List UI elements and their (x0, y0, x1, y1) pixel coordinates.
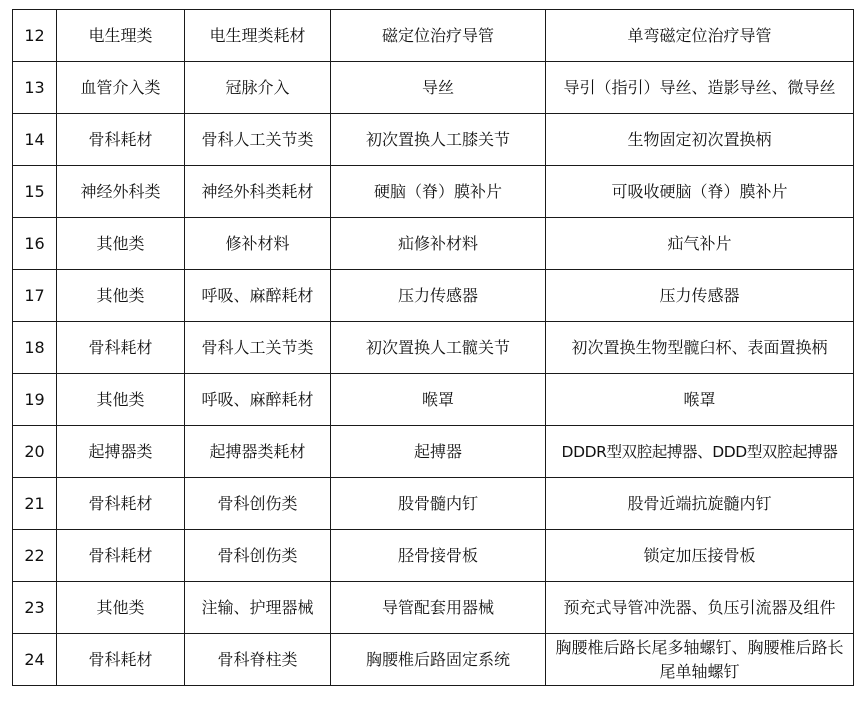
product-detail-cell: 预充式导管冲洗器、负压引流器及组件 (546, 582, 854, 634)
category-cell: 骨科耗材 (57, 634, 185, 686)
product-name-cell: 压力传感器 (331, 270, 546, 322)
table-row (13, 322, 854, 374)
row-number: 19 (13, 374, 57, 426)
category-cell: 骨科耗材 (57, 322, 185, 374)
category-cell: 骨科耗材 (57, 478, 185, 530)
row-number: 17 (13, 270, 57, 322)
table-row (13, 426, 854, 478)
product-detail-cell: 锁定加压接骨板 (546, 530, 854, 582)
table-row (13, 478, 854, 530)
category-cell: 其他类 (57, 374, 185, 426)
category-cell: 起搏器类 (57, 426, 185, 478)
product-name-cell: 起搏器 (331, 426, 546, 478)
table-row (13, 530, 854, 582)
table-row (13, 62, 854, 114)
subcategory-cell: 呼吸、麻醉耗材 (185, 374, 331, 426)
product-detail-cell: 导引（指引）导丝、造影导丝、微导丝 (546, 62, 854, 114)
product-name-cell: 疝修补材料 (331, 218, 546, 270)
subcategory-cell: 神经外科类耗材 (185, 166, 331, 218)
subcategory-cell: 冠脉介入 (185, 62, 331, 114)
product-name-cell: 硬脑（脊）膜补片 (331, 166, 546, 218)
category-cell: 血管介入类 (57, 62, 185, 114)
product-detail-cell: 胸腰椎后路长尾多轴螺钉、胸腰椎后路长尾单轴螺钉 (546, 634, 854, 686)
product-detail-cell: 可吸收硬脑（脊）膜补片 (546, 166, 854, 218)
subcategory-cell: 电生理类耗材 (185, 10, 331, 62)
row-number: 12 (13, 10, 57, 62)
category-cell: 骨科耗材 (57, 530, 185, 582)
category-cell: 电生理类 (57, 10, 185, 62)
subcategory-cell: 骨科创伤类 (185, 530, 331, 582)
table-row (13, 166, 854, 218)
row-number: 14 (13, 114, 57, 166)
table-row (13, 218, 854, 270)
product-detail-cell: 喉罩 (546, 374, 854, 426)
row-number: 13 (13, 62, 57, 114)
category-cell: 骨科耗材 (57, 114, 185, 166)
product-name-cell: 胫骨接骨板 (331, 530, 546, 582)
row-number: 20 (13, 426, 57, 478)
table-row (13, 270, 854, 322)
table-row (13, 634, 854, 686)
table-body (13, 10, 854, 686)
product-name-cell: 初次置换人工膝关节 (331, 114, 546, 166)
subcategory-cell: 骨科创伤类 (185, 478, 331, 530)
table-row (13, 114, 854, 166)
product-detail-cell: 生物固定初次置换柄 (546, 114, 854, 166)
product-name-cell: 导丝 (331, 62, 546, 114)
table-row (13, 10, 854, 62)
product-detail-cell: DDDR型双腔起搏器、DDD型双腔起搏器 (546, 426, 854, 478)
product-detail-cell: 压力传感器 (546, 270, 854, 322)
category-cell: 神经外科类 (57, 166, 185, 218)
category-cell: 其他类 (57, 270, 185, 322)
product-detail-cell: 单弯磁定位治疗导管 (546, 10, 854, 62)
consumables-table (12, 9, 854, 686)
product-name-cell: 喉罩 (331, 374, 546, 426)
product-name-cell: 胸腰椎后路固定系统 (331, 634, 546, 686)
subcategory-cell: 起搏器类耗材 (185, 426, 331, 478)
subcategory-cell: 呼吸、麻醉耗材 (185, 270, 331, 322)
subcategory-cell: 骨科脊柱类 (185, 634, 331, 686)
product-detail-cell: 疝气补片 (546, 218, 854, 270)
category-cell: 其他类 (57, 218, 185, 270)
product-name-cell: 磁定位治疗导管 (331, 10, 546, 62)
row-number: 18 (13, 322, 57, 374)
table-row (13, 582, 854, 634)
row-number: 16 (13, 218, 57, 270)
subcategory-cell: 注输、护理器械 (185, 582, 331, 634)
category-cell: 其他类 (57, 582, 185, 634)
product-detail-cell: 股骨近端抗旋髓内钉 (546, 478, 854, 530)
subcategory-cell: 修补材料 (185, 218, 331, 270)
row-number: 21 (13, 478, 57, 530)
row-number: 24 (13, 634, 57, 686)
row-number: 23 (13, 582, 57, 634)
subcategory-cell: 骨科人工关节类 (185, 114, 331, 166)
product-name-cell: 初次置换人工髋关节 (331, 322, 546, 374)
row-number: 22 (13, 530, 57, 582)
subcategory-cell: 骨科人工关节类 (185, 322, 331, 374)
product-detail-cell: 初次置换生物型髋臼杯、表面置换柄 (546, 322, 854, 374)
row-number: 15 (13, 166, 57, 218)
table-row (13, 374, 854, 426)
product-name-cell: 导管配套用器械 (331, 582, 546, 634)
product-name-cell: 股骨髓内钉 (331, 478, 546, 530)
